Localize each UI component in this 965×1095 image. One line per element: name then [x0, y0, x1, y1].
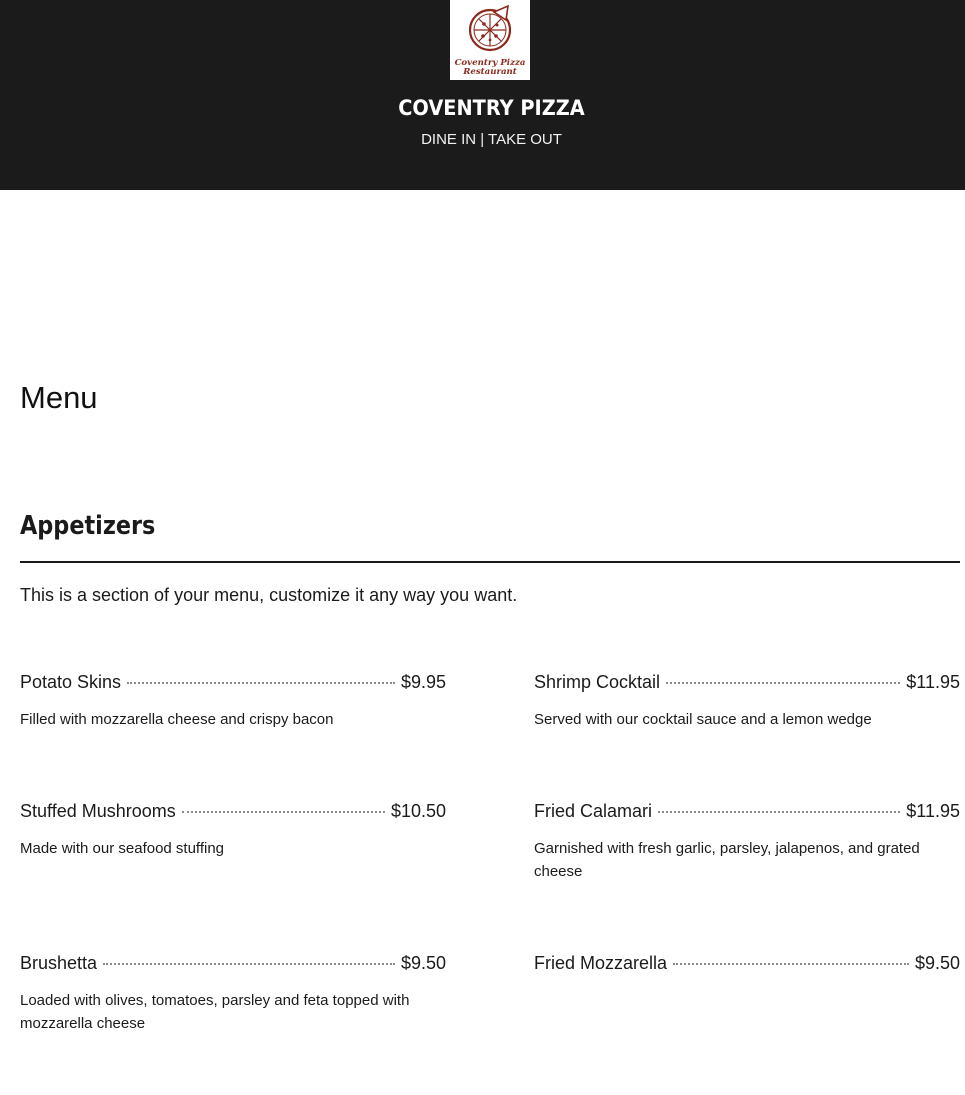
- menu-item-fried-calamari: [534, 801, 960, 883]
- menu-item-name: Fried Calamari: [534, 801, 653, 821]
- menu-item-fried-mozzarella: [534, 953, 960, 989]
- svg-text:Coventry Pizza: Coventry Pizza: [454, 58, 526, 68]
- dotted-leader: [182, 811, 385, 813]
- dotted-leader: [103, 963, 395, 965]
- menu-item-price: $11.95: [906, 801, 960, 821]
- menu-item-name: Fried Mozzarella: [534, 953, 668, 973]
- dotted-leader: [666, 682, 900, 684]
- svg-text:Restaurant: Restaurant: [463, 67, 517, 77]
- dotted-leader: [658, 811, 900, 813]
- menu-item-price: $9.95: [400, 672, 446, 692]
- menu-item-price: $9.50: [914, 953, 960, 973]
- section-divider: [20, 561, 960, 563]
- menu-item-name: Stuffed Mushrooms: [20, 801, 176, 821]
- menu-item-name: Potato Skins: [20, 672, 122, 692]
- menu-item-description: Filled with mozzarella cheese and crispy bacon: [20, 711, 334, 728]
- menu-item-price: $11.95: [906, 672, 960, 692]
- menu-item-name: Shrimp Cocktail: [534, 672, 661, 692]
- site-header: [0, 0, 965, 190]
- menu-item-shrimp-cocktail: [534, 672, 960, 731]
- menu-item-price: $9.50: [400, 953, 446, 973]
- menu-item-potato-skins: [20, 672, 446, 731]
- dotted-leader: [127, 682, 395, 684]
- menu-item-name: Brushetta: [20, 953, 98, 973]
- menu-heading: Menu: [20, 380, 98, 415]
- menu-item-description: Made with our seafood stuffing: [20, 840, 225, 857]
- menu-item-stuffed-mushrooms: [20, 801, 446, 860]
- menu-item-brushetta: [20, 953, 446, 1035]
- menu-item-price: $10.50: [390, 801, 446, 821]
- pizza-icon: [450, 0, 530, 80]
- section-description: This is a section of your menu, customize it any way you want.: [20, 585, 518, 605]
- menu-item-description: Garnished with fresh garlic, parsley, jalapenos, and grated cheese: [534, 840, 920, 880]
- section-title: Appetizers: [20, 511, 156, 541]
- menu-item-description: Served with our cocktail sauce and a lemon wedge: [534, 711, 872, 728]
- restaurant-logo[interactable]: [450, 0, 530, 80]
- menu-item-description: Loaded with olives, tomatoes, parsley and feta topped with mozzarella cheese: [20, 992, 410, 1032]
- restaurant-name: COVENTRY PIZZA: [398, 96, 585, 120]
- dotted-leader: [673, 963, 909, 965]
- restaurant-tagline: DINE IN | TAKE OUT: [421, 131, 562, 148]
